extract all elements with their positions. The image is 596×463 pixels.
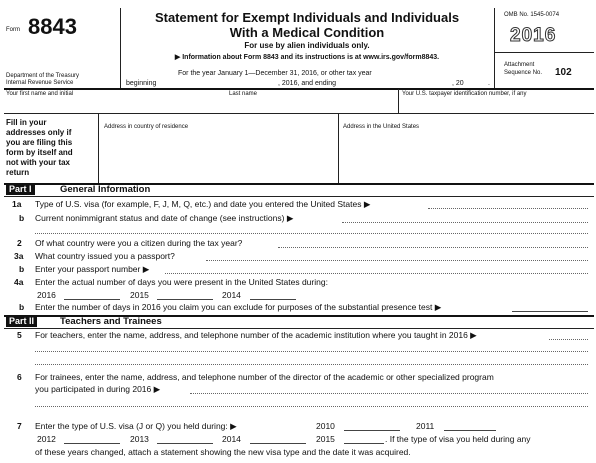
- q6-number: 6: [17, 372, 22, 382]
- q7-text-line1: Enter the type of U.S. visa (J or Q) you held during: ▶: [35, 421, 237, 431]
- q7-year-2011: 2011: [416, 421, 435, 431]
- q7-visa-2014-field[interactable]: [250, 443, 306, 444]
- q7-year-2013: 2013: [130, 434, 149, 444]
- q7-visa-2010-field[interactable]: [344, 430, 400, 431]
- attachment-label: Attachment: [504, 62, 535, 68]
- q3a-field[interactable]: [206, 260, 588, 261]
- q5-number: 5: [17, 330, 22, 340]
- q7-visa-2013-field[interactable]: [157, 443, 213, 444]
- q7-text-line3: of these years changed, attach a statement showing the new visa type and the date it was acquired.: [35, 447, 411, 457]
- q4a-text: Enter the actual number of days you were present in the United States during:: [35, 277, 328, 287]
- q1a-field[interactable]: [428, 208, 588, 209]
- fill-note: [6, 118, 73, 178]
- q1a-text: Type of U.S. visa (for example, F, J, M, Q, etc.) and date you entered the United States ▶: [35, 199, 371, 209]
- q7-number: 7: [17, 421, 22, 431]
- part1-label: Part I: [6, 184, 35, 195]
- dept-treasury: Department of the Treasury: [6, 73, 80, 79]
- form-number: 8843: [28, 14, 77, 39]
- q1a-number: 1a: [12, 199, 22, 209]
- part2-label: Part II: [6, 316, 37, 327]
- q4b-text: Enter the number of days in 2016 you claim you can exclude for purposes of the substantial presence test ▶: [35, 302, 442, 312]
- part2-title: Teachers and Trainees: [60, 316, 162, 327]
- last-name-label: Last name: [229, 91, 258, 97]
- q7-year-2015: 2015: [316, 434, 335, 444]
- q5-field-line2[interactable]: [35, 351, 588, 352]
- q1b-field[interactable]: [342, 222, 588, 223]
- q3a-text: What country issued you a passport?: [35, 251, 175, 261]
- q4a-days-2014-field[interactable]: [250, 299, 296, 300]
- q7-year-2014: 2014: [222, 434, 241, 444]
- q4b-field[interactable]: [512, 311, 588, 312]
- q2-number: 2: [17, 238, 22, 248]
- tax-year-line: For the year January 1—December 31, 2016, or other tax year: [178, 70, 372, 77]
- q4a-year-2014: 2014: [222, 290, 241, 300]
- q4a-days-2016-field[interactable]: [64, 299, 120, 300]
- q6-text-line2: you participated in during 2016 ▶: [35, 384, 161, 394]
- q7-visa-2015-field[interactable]: [344, 443, 384, 444]
- q3b-text: Enter your passport number ▶: [35, 264, 150, 274]
- q5-field[interactable]: [549, 339, 588, 340]
- q4b-number: b: [19, 302, 25, 312]
- q7-year-2012: 2012: [37, 434, 56, 444]
- fill-note-line: not with your tax: [6, 158, 70, 167]
- sequence-label: Sequence No.: [504, 70, 543, 76]
- comma-20-label: , 20: [452, 80, 464, 87]
- q7-tail-text: . If the type of visa you held during any: [385, 434, 531, 444]
- fill-note-line: you are filing this: [6, 138, 73, 147]
- info-line[interactable]: ▶ Information about Form 8843 and its instructions is at www.irs.gov/form8843.: [174, 54, 440, 61]
- form-title-line2: With a Medical Condition: [229, 25, 385, 40]
- dept-irs: Internal Revenue Service: [6, 80, 74, 86]
- q4a-number: 4a: [14, 277, 24, 287]
- form-subtitle: For use by alien individuals only.: [244, 41, 370, 50]
- q1b-text: Current nonimmigrant status and date of change (see instructions) ▶: [35, 213, 294, 223]
- form-title-line1: Statement for Exempt Individuals and Individuals: [154, 10, 460, 25]
- fill-note-line: Fill in your: [6, 118, 47, 127]
- q3a-number: 3a: [14, 251, 24, 261]
- q2-field[interactable]: [278, 247, 588, 248]
- fill-note-line: return: [6, 168, 30, 177]
- omb-number: OMB No. 1545-0074: [504, 12, 560, 18]
- q6-text-line1: For trainees, enter the name, address, and telephone number of the director of the academic or other specialized program: [35, 372, 494, 382]
- us-address-label: Address in the United States: [343, 124, 420, 130]
- sequence-number: 102: [555, 67, 572, 78]
- q6-field-line2[interactable]: [35, 406, 588, 407]
- part1-title: General Information: [60, 184, 151, 195]
- q2-text: Of what country were you a citizen during the tax year?: [35, 238, 243, 248]
- q4a-year-2016: 2016: [37, 290, 56, 300]
- period-label: .: [488, 80, 490, 87]
- q7-visa-2011-field[interactable]: [444, 430, 496, 431]
- fill-note-line: addresses only if: [6, 128, 72, 137]
- fill-note-line: form by itself and: [6, 148, 73, 157]
- tax-year: 2016: [510, 25, 557, 46]
- first-name-label: Your first name and initial: [6, 91, 74, 97]
- q4a-year-2015: 2015: [130, 290, 149, 300]
- q5-field-line3[interactable]: [35, 364, 588, 365]
- q6-field[interactable]: [190, 393, 588, 394]
- q3b-field[interactable]: [165, 273, 588, 274]
- form-label: Form: [6, 27, 20, 33]
- q3b-number: b: [19, 264, 25, 274]
- q1b-number: b: [19, 213, 25, 223]
- q5-text: For teachers, enter the name, address, and telephone number of the academic institution where you taught in 2016 ▶: [35, 330, 477, 340]
- q7-year-2010: 2010: [316, 421, 335, 431]
- q4a-days-2015-field[interactable]: [157, 299, 213, 300]
- and-ending-label: , 2016, and ending: [278, 80, 336, 87]
- country-residence-label: Address in country of residence: [104, 124, 189, 130]
- beginning-label: beginning: [126, 80, 157, 87]
- q1b-field-line2[interactable]: [35, 233, 588, 234]
- taxpayer-id-label: Your U.S. taxpayer identification number, if any: [402, 91, 527, 97]
- q7-visa-2012-field[interactable]: [64, 443, 120, 444]
